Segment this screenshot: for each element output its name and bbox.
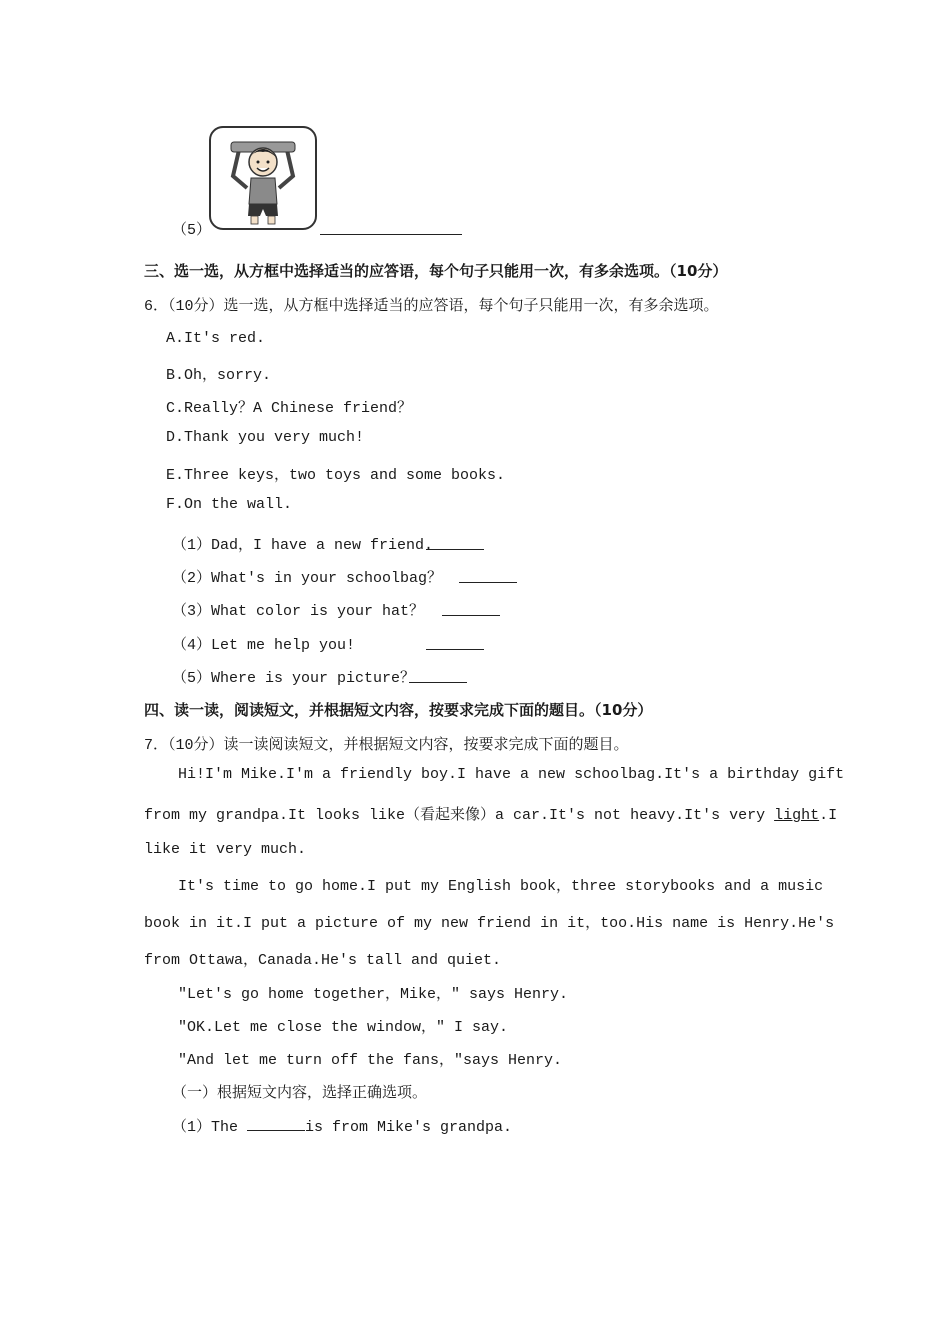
q6-item-3: （3）What color is your hat？ bbox=[172, 603, 425, 620]
q6-item-1: （1）Dad，I have a new friend. bbox=[172, 537, 434, 554]
q6-item-5-blank[interactable] bbox=[409, 668, 467, 683]
q6-item-4-blank[interactable] bbox=[426, 635, 484, 650]
q6-title: 6．（10分）选一选，从方框中选择适当的应答语，每个句子只能用一次，有多余选项。 bbox=[144, 298, 719, 315]
option-c: C.Really？A Chinese friend？ bbox=[166, 400, 413, 417]
passage-p1-line3: like it very much. bbox=[144, 841, 307, 858]
option-e: E.Three keys，two toys and some books. bbox=[166, 467, 506, 484]
passage-p2-line1: It's time to go home.I put my English book，three storybooks and a music bbox=[178, 878, 824, 895]
q6-item-3-blank[interactable] bbox=[442, 601, 500, 616]
q6-item-1-blank[interactable] bbox=[426, 535, 484, 550]
section4-heading: 四、读一读，阅读短文，并根据短文内容，按要求完成下面的题目。（10分） bbox=[144, 701, 653, 719]
passage-p1-line2: from my grandpa.It looks like（看起来像）a car.It's not heavy.It's very light.I bbox=[144, 807, 838, 824]
option-f: F.On the wall. bbox=[166, 496, 293, 513]
q6-item-4: （4）Let me help you! bbox=[172, 637, 356, 654]
q6-item-2: （2）What's in your schoolbag？ bbox=[172, 570, 443, 587]
dialogue-line-2: "OK.Let me close the window，" I say. bbox=[178, 1019, 509, 1036]
subsection-1-title: （一）根据短文内容，选择正确选项。 bbox=[172, 1085, 428, 1102]
option-b: B.Oh，sorry. bbox=[166, 367, 272, 384]
dialogue-line-3: "And let me turn off the fans，"says Henry. bbox=[178, 1052, 563, 1069]
section3-heading: 三、选一选，从方框中选择适当的应答语，每个句子只能用一次，有多余选项。（10分） bbox=[144, 262, 728, 280]
boy-holding-object-illustration bbox=[211, 128, 315, 228]
q5-label: （5） bbox=[172, 222, 212, 239]
underlined-word: light bbox=[774, 807, 820, 824]
q6-item-5: （5）Where is your picture？ bbox=[172, 670, 416, 687]
boy-picture bbox=[209, 126, 317, 230]
q6-item-2-blank[interactable] bbox=[459, 568, 517, 583]
option-a: A.It's red. bbox=[166, 330, 266, 347]
passage-p2-line3: from Ottawa，Canada.He's tall and quiet. bbox=[144, 952, 502, 969]
q5-answer-blank[interactable] bbox=[320, 234, 462, 235]
q7-item-1: （1）The is from Mike's grandpa. bbox=[172, 1115, 512, 1136]
option-d: D.Thank you very much! bbox=[166, 429, 365, 446]
dialogue-line-1: "Let's go home together，Mike，" says Henry. bbox=[178, 986, 569, 1003]
passage-p1-line1: Hi!I'm Mike.I'm a friendly boy.I have a new schoolbag.It's a birthday gift bbox=[178, 766, 845, 783]
passage-p2-line2: book in it.I put a picture of my new friend in it，too.His name is Henry.He's bbox=[144, 915, 835, 932]
q7-title: 7．（10分）读一读阅读短文，并根据短文内容，按要求完成下面的题目。 bbox=[144, 737, 629, 754]
q7-item-1-blank[interactable] bbox=[247, 1116, 305, 1131]
